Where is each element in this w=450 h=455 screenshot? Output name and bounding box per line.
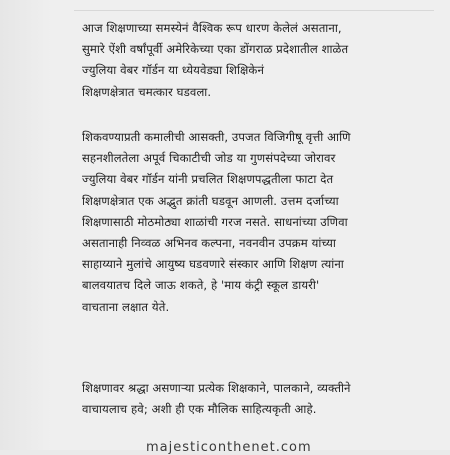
text-line: शिक्षणावर श्रद्धा असणाऱ्या प्रत्येक शिक्षकाने, पालकाने, व्यक्तीने [82, 381, 351, 395]
paragraph-intro [82, 18, 427, 103]
text-line: बालवयातच दिले जाऊ शकते, हे 'माय कंट्री स्कूल डायरी' [82, 278, 320, 293]
text-line: शिक्षणक्षेत्रात चमत्कार घडवला. [82, 84, 212, 99]
text-line: सुमारे ऐंशी वर्षांपूर्वी अमेरिकेच्या एका डोंगराळ प्रदेशातील शाळेत [82, 42, 349, 57]
text-line: ज्युलिया वेबर गॉर्डन या ध्येयवेड्या शिक्षिकेनं [82, 63, 264, 78]
text-line: वाचायलाच हवे; अशी ही एक मौलिक साहित्यकृती आहे. [82, 402, 317, 417]
watermark-url: majesticonthenet.com [146, 440, 312, 455]
text-line: असतानाही निव्वळ अभिनव कल्पना, नवनवीन उपक्रम यांच्या [82, 236, 336, 251]
text-line: साहाय्याने मुलांचे आयुष्य घडवणारे संस्कार आणि शिक्षण त्यांना [82, 257, 344, 272]
top-divider [74, 10, 434, 11]
text-line: शिक्षणक्षेत्रात एक अद्भुत क्रांती घडवून आणली. उत्तम दर्जाच्या [82, 193, 339, 208]
text-line: सहनशीलतेला अपूर्व चिकाटीची जोड या गुणसंपदेच्या जोरावर [82, 151, 336, 166]
paragraph-closing [82, 378, 427, 420]
text-line: शिक्षणासाठी मोठमोठ्या शाळांची गरज नसते. साधनांच्या उणिवा [82, 214, 348, 229]
paragraph-body [82, 127, 427, 318]
left-margin-band [0, 0, 52, 450]
text-line: वाचताना लक्षात येते. [82, 299, 170, 314]
text-line: आज शिक्षणाच्या समस्येनं वैश्विक रूप धारण केलेलं असताना, [82, 21, 342, 35]
text-line: शिकवण्याप्रती कमालीची आसक्ती, उपजत विजिगीषू वृत्ती आणि [82, 130, 351, 144]
text-line: ज्युलिया वेबर गॉर्डन यांनी प्रचलित शिक्षणपद्धतीला फाटा देत [82, 172, 334, 187]
